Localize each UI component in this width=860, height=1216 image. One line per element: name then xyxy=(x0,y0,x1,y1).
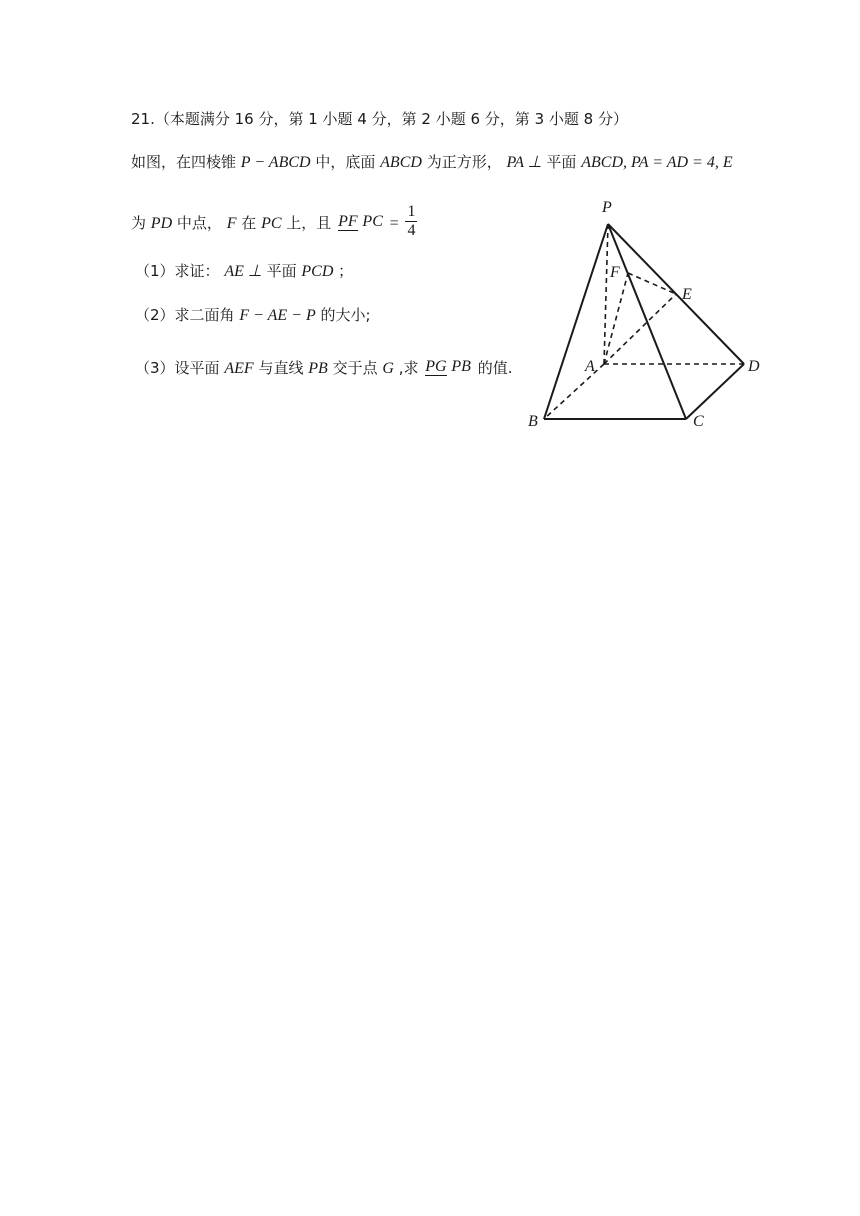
intro-text: 中点， xyxy=(176,214,222,232)
equals-sign: = xyxy=(389,215,399,232)
point-f: F xyxy=(226,215,237,232)
question-2 xyxy=(135,305,371,326)
vertex-label-b: B xyxy=(528,413,538,430)
intro-text: 在 xyxy=(241,214,257,232)
question-text: ； xyxy=(338,262,354,280)
math-expression: AEF xyxy=(224,360,254,377)
edge-af xyxy=(604,273,628,364)
pyramid-figure xyxy=(512,190,782,440)
perp-statement: PA ⊥ xyxy=(506,154,542,171)
intro-text: 上，且 xyxy=(286,214,332,232)
value-fraction xyxy=(405,203,417,240)
edge-pc xyxy=(608,224,686,419)
base-name: ABCD xyxy=(380,154,422,171)
vertex-label-e: E xyxy=(682,286,692,303)
fraction-numerator: 1 xyxy=(407,203,416,220)
edge-pa xyxy=(604,224,608,364)
question-label: （2）求二面角 xyxy=(135,306,235,324)
vertex-label-p: P xyxy=(602,199,612,216)
math-expression: PB xyxy=(308,360,328,377)
fraction-denominator: PB xyxy=(451,358,471,375)
question-label: （3）设平面 xyxy=(135,359,220,377)
vertex-label-a: A xyxy=(585,358,595,375)
vertex-label-f: F xyxy=(610,264,620,281)
vertex-label-c: C xyxy=(693,413,704,430)
conditions: ABCD, PA = AD = 4, E xyxy=(581,154,733,171)
vertex-label-d: D xyxy=(748,358,760,375)
fraction-numerator: PF xyxy=(338,213,358,230)
math-expression: F − AE − P xyxy=(239,307,316,324)
question-text: 的大小; xyxy=(320,306,371,324)
question-text: 平面 xyxy=(266,262,297,280)
math-expression: AE ⊥ xyxy=(224,263,262,280)
fraction-denominator: 4 xyxy=(407,222,416,239)
segment-pc: PC xyxy=(261,215,282,232)
fraction-numerator: PG xyxy=(425,358,447,375)
question-text: ,求 xyxy=(398,359,419,377)
solid-edges xyxy=(544,224,744,419)
hidden-edges xyxy=(544,224,744,419)
segment-pd: PD xyxy=(150,215,173,232)
intro-text: 为 xyxy=(131,214,147,232)
edge-cd xyxy=(686,364,744,419)
question-1 xyxy=(135,261,353,282)
ratio-fraction xyxy=(425,356,471,377)
pyramid-name: P − ABCD xyxy=(240,154,311,171)
intro-text: 为正方形， xyxy=(426,153,502,171)
ratio-fraction xyxy=(338,211,383,232)
problem-intro-line1 xyxy=(131,152,733,173)
question-text: 的值. xyxy=(477,359,513,377)
fraction-denominator: PC xyxy=(362,213,383,230)
intro-text: 平面 xyxy=(546,153,577,171)
intro-text: 中，底面 xyxy=(315,153,376,171)
question-text: 交于点 xyxy=(332,359,378,377)
question-3 xyxy=(135,358,512,379)
intro-text: 如图，在四棱锥 xyxy=(131,153,237,171)
math-expression: PCD xyxy=(301,263,334,280)
question-label: （1）求证： xyxy=(135,262,220,280)
problem-intro-line2 xyxy=(131,205,419,242)
question-text: 与直线 xyxy=(258,359,304,377)
problem-header: 21.（本题满分 16 分，第 1 小题 4 分，第 2 小题 6 分，第 3 小题 8 分） xyxy=(131,110,628,128)
math-expression: G xyxy=(382,360,394,377)
